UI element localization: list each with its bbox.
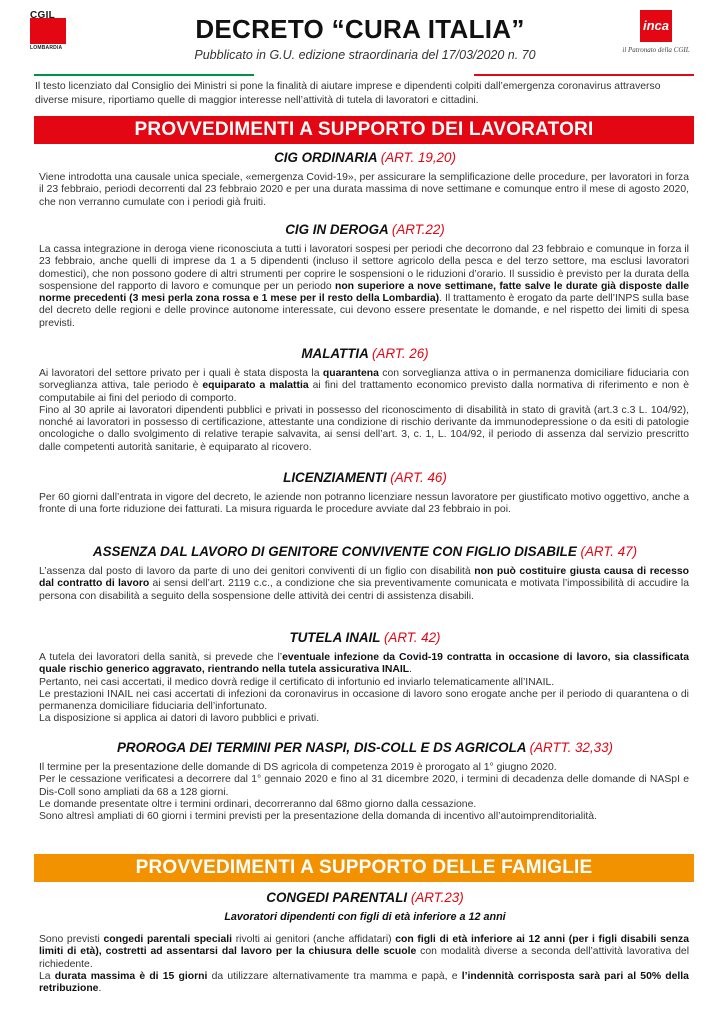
section-heading: ASSENZA DAL LAVORO DI GENITORE CONVIVENTE CON FIGLIO DISABILE bbox=[92, 544, 577, 559]
text-run: con sorveglianza attiva o in permanenza domiciliare fiduciaria con sorveglianza attiva, tale periodo è bbox=[39, 368, 689, 392]
cgil-logo bbox=[30, 10, 66, 60]
bold-text: non superiore a nove settimane, fatte salve le durate già disposte dalle norme precedenti (3 mesi perla zona rossa e 1 mese per il resto della Lombardia) bbox=[39, 280, 689, 305]
article-ref: (ARTT. 32,33) bbox=[529, 740, 614, 755]
text-run: . bbox=[98, 983, 102, 995]
text-run: da utilizzare alternativamente tra mamma e papà, e bbox=[207, 970, 462, 982]
section-title-inail bbox=[35, 630, 695, 645]
bold-text: equiparato a malattia bbox=[202, 380, 309, 392]
text-run: . bbox=[409, 664, 413, 676]
section-heading: PROROGA DEI TERMINI PER NASPI, DIS-COLL E DS AGRICOLA bbox=[116, 740, 526, 755]
text-run: A tutela dei lavoratori della sanità, si prevede che l’ bbox=[39, 652, 283, 663]
document-subtitle: Pubblicato in G.U. edizione straordinaria del 17/03/2020 n. 70 bbox=[194, 48, 536, 62]
bold-text: quarantena bbox=[322, 368, 379, 379]
paragraph bbox=[39, 652, 689, 677]
bold-text: con figli di età inferiore ai 12 anni (per i figli disabili senza limiti di età), costretti ad assentarsi dal lavoro per la chiusura delle scuole bbox=[39, 934, 689, 958]
text-run: La cassa integrazione in deroga viene riconosciuta a tutti i lavoratori sospesi per periodi che decorrono dal 23 febbraio e comunque in forza il 23 febbraio, anche quelli di imprese da 1 a 5 dipendenti (incluso il settore agricolo della pesca e del terzo settore, ma esclusi lavoratori domestici), che non possono godere di altri strumenti per coprire le sospensioni o le riduzioni d’orario. Il sussidio è previsto per la durata della sospensione del rapporto di lavoro e comunque per un periodo bbox=[39, 244, 689, 292]
article-ref: (ART. 46) bbox=[390, 470, 447, 485]
section-body-cig-deroga bbox=[39, 244, 689, 330]
cgil-logo-text: CGIL bbox=[30, 10, 56, 21]
section-subtitle-congedi: Lavoratori dipendenti con figli di età inferiore a 12 anni bbox=[224, 911, 506, 923]
text-run: ai fini del trattamento economico previsto dalla normativa di riferimento e non è computabile ai fini del periodo di comporto. bbox=[39, 380, 690, 404]
section-body-congedi bbox=[39, 934, 689, 995]
paragraph: Pertanto, nei casi accertati, il medico dovrà redige il certificato di infortunio ed inviarlo telematicamente all’INAIL. bbox=[39, 676, 555, 688]
cgil-region-text: LOMBARDIA bbox=[30, 45, 63, 51]
section-body-proroga bbox=[39, 762, 689, 823]
paragraph: La disposizione si applica ai datori di lavoro pubblici e privati. bbox=[39, 713, 320, 725]
paragraph: Le prestazioni INAIL nei casi accertati di infezioni da coronavirus in occasione di lavoro sono erogate anche per il periodo di quarantena o di permanenza domiciliare fiduciaria dell’infortunato. bbox=[39, 688, 689, 713]
section-title-cig-deroga bbox=[35, 222, 695, 237]
inca-logo-mark: inca bbox=[640, 10, 672, 42]
text-run: L’assenza dal posto di lavoro da parte di uno dei genitori conviventi di un figlio con disabilità bbox=[39, 566, 475, 577]
page-header bbox=[30, 8, 700, 74]
section-body-licenziamenti bbox=[39, 492, 689, 517]
section-heading: TUTELA INAIL bbox=[289, 630, 381, 645]
text-run: . Il trattamento è erogato da parte dell’INPS sulla base del decreto delle regioni e delle province autonome interessate, cui devono essere presentate le domande, e nel rispetto dei limiti di spesa previsti. bbox=[39, 293, 689, 329]
section-heading: CIG ORDINARIA bbox=[274, 150, 377, 165]
paragraph bbox=[39, 971, 689, 996]
inca-tagline: il Patronato della CGIL bbox=[622, 46, 690, 54]
article-ref: (ART.23) bbox=[410, 890, 464, 905]
section-title-assenza bbox=[35, 544, 695, 559]
section-title-licenziamenti bbox=[35, 470, 695, 485]
section-title-proroga bbox=[35, 740, 695, 755]
paragraph: Per 60 giorni dall’entrata in vigore del decreto, le aziende non potranno licenziare nessun lavoratore per giustificato motivo oggettivo, anche a fronte di una forte riduzione dei fatturati. La misura riguarda le procedure avviate dal 23 febbraio in poi. bbox=[39, 492, 689, 516]
banner-families: PROVVEDIMENTI A SUPPORTO DELLE FAMIGLIE bbox=[34, 854, 694, 882]
paragraph: Le domande presentate oltre i termini ordinari, decorreranno dal 68mo giorno dalla cessazione. bbox=[39, 798, 477, 810]
bold-text: durata massima è di 15 giorni bbox=[54, 970, 208, 982]
article-ref: (ART. 19,20) bbox=[380, 150, 456, 165]
bold-text: eventuale infezione da Covid-19 contratta in occasione di lavoro, sia classificata quale rischio generico aggravato, rientrando nella tutela assicurativa INAIL bbox=[39, 652, 689, 676]
paragraph bbox=[39, 566, 689, 603]
section-body-malattia bbox=[39, 368, 689, 454]
section-title-cig-ordinaria bbox=[35, 150, 695, 165]
cgil-flag-shape bbox=[30, 18, 66, 44]
document-title: DECRETO “CURA ITALIA” bbox=[195, 14, 525, 44]
section-title-congedi bbox=[35, 890, 695, 905]
bold-text: congedi parentali speciali bbox=[103, 934, 233, 945]
text-run: Ai lavoratori del settore privato per i quali è stata disposta la bbox=[39, 368, 323, 379]
paragraph bbox=[39, 368, 689, 405]
paragraph: Sono altresì ampliati di 60 giorni i termini previsti per la presentazione della domanda di incentivo all’autoimprenditorialità. bbox=[39, 811, 597, 823]
section-title-malattia bbox=[35, 346, 695, 361]
text-run: con modalità diverse a seconda dell’attività lavorativa del richiedente. bbox=[39, 946, 690, 970]
text-run: ai sensi dell’art. 2119 c.c., a condizione che sia preventivamente comunicata e motivata l’impossibilità di accudire la persona con disabilità a seguito della sospensione delle attività dei centri di assistenza disabili. bbox=[39, 578, 689, 602]
banner-workers: PROVVEDIMENTI A SUPPORTO DEI LAVORATORI bbox=[34, 116, 694, 144]
paragraph bbox=[39, 934, 689, 971]
text-run: rivolti ai genitori (anche affidatari) bbox=[232, 934, 396, 945]
bold-text: non può costituire giusta causa di recesso dal contratto di lavoro bbox=[39, 566, 689, 590]
paragraph: Il termine per la presentazione delle domande di DS agricola di competenza 2019 è prorogato al 1° giugno 2020. bbox=[39, 762, 557, 773]
section-heading: CIG IN DEROGA bbox=[285, 222, 389, 237]
text-run: La bbox=[39, 970, 55, 982]
paragraph: Per le cessazione verificatesi a decorrere dal 1° gennaio 2020 e fino al 31 dicembre 2020, i termini di decadenza delle domande di NASpI e Dis-Coll sono ampliati da 68 a 128 giorni. bbox=[39, 774, 689, 798]
article-ref: (ART. 26) bbox=[372, 346, 429, 361]
section-body-cig-ordinaria bbox=[39, 172, 689, 209]
paragraph: Viene introdotta una causale unica speciale, «emergenza Covid-19», per assicurare la semplificazione delle procedure, per lavoratori in forza il 23 febbraio, periodi decorrenti dal 23 febbraio 2020 e per una durata massima di nove settimane e comunque entro il mese di agosto 2020, che non verranno cumulate con i periodi già fruiti. bbox=[39, 172, 689, 208]
section-body-inail bbox=[39, 652, 689, 726]
article-ref: (ART. 47) bbox=[580, 544, 638, 559]
section-heading: CONGEDI PARENTALI bbox=[266, 890, 408, 905]
paragraph bbox=[39, 244, 689, 330]
text-run: Sono previsti bbox=[39, 934, 104, 945]
inca-logo bbox=[610, 8, 700, 64]
tricolor-divider bbox=[34, 74, 694, 76]
bold-text: l’indennità corrisposta sarà pari al 50% della retribuzione bbox=[39, 970, 689, 995]
section-body-assenza bbox=[39, 566, 689, 603]
article-ref: (ART.22) bbox=[391, 222, 445, 237]
intro-paragraph: Il testo licenziato dal Consiglio dei Ministri si pone la finalità di aiutare imprese e dipendenti colpiti dall’emergenza coronavirus attraverso diverse misure, riportiamo quelle di maggior interesse nell’attività di tutela di lavoratori e cittadini. bbox=[35, 81, 661, 106]
article-ref: (ART. 42) bbox=[383, 630, 441, 645]
section-heading: LICENZIAMENTI bbox=[283, 470, 387, 485]
paragraph: Fino al 30 aprile ai lavoratori dipendenti pubblici e privati in possesso del riconoscimento di disabilità in stato di gravità (art.3 c.3 L. 104/92), nonché ai lavoratori in possesso di certificazione, attestante una condizione di rischio derivante da immunodepressione o da esiti di patologie oncologiche o dallo svolgimento di relative terapie salvavita, ai sensi dell’art. 3, c. 1, L. 104/92, il periodo di assenza dal servizio prescritto dalle competenti autorità sanitarie, è equiparato al ricovero. bbox=[39, 404, 689, 453]
section-heading: MALATTIA bbox=[301, 346, 369, 361]
